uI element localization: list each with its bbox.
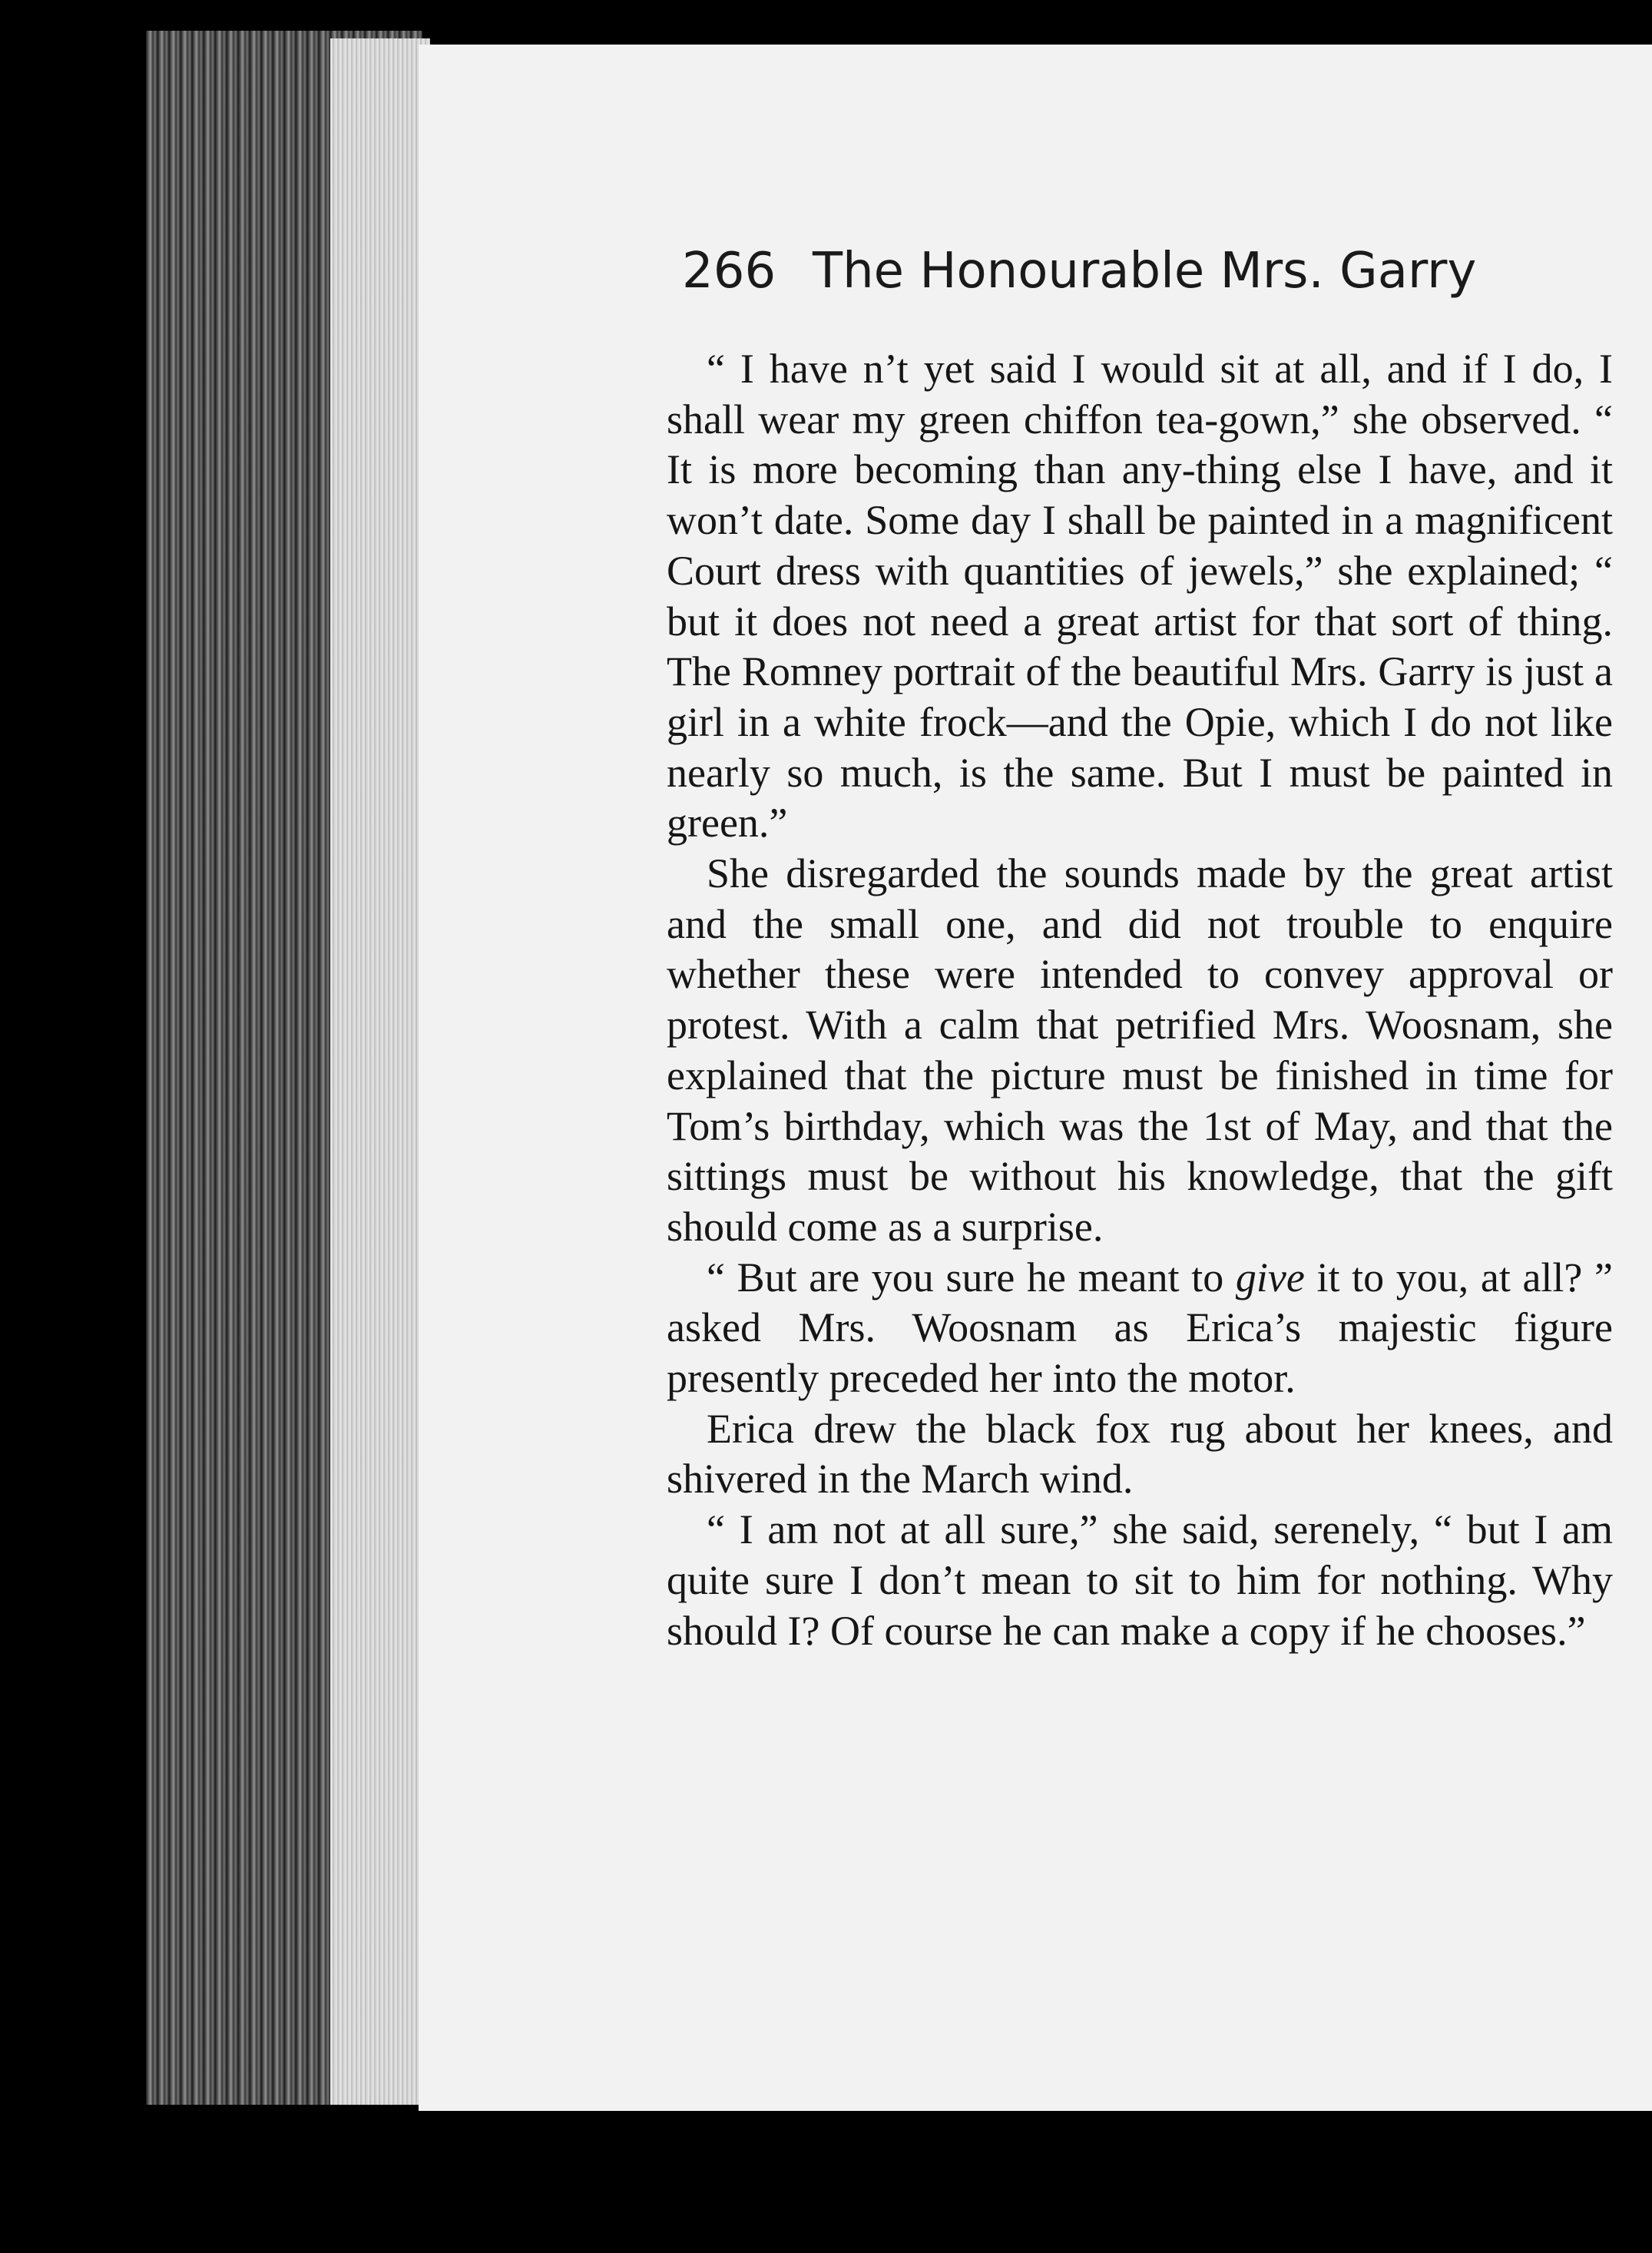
book-title: The Honourable Mrs. Garry [813, 243, 1477, 300]
paragraph [667, 1253, 1613, 1404]
paragraph: “ I am not at all sure,” she said, serenely, “ but I am quite sure I don’t mean to sit to him for nothing. Why should I? Of course he can make a copy if he chooses.” [667, 1506, 1613, 1654]
paragraph: “ I have n’t yet said I would sit at all, and if I do, I shall wear my green chiffon tea-gown,” she observed. “ It is more becoming than any-thing else I have, and it won’t date. Some day I shall be painted in a magnificent Court dress with quantities of jewels,” she explained; “ but it does not need a great artist for that sort of thing. The Romney portrait of the beautiful Mrs. Garry is just a girl in a white frock—and the Opie, which I do not like nearly so much, is the same. But I must be painted in green.” [667, 346, 1613, 847]
page-number: 266 [682, 243, 776, 300]
paragraph-text: “ But are you sure he meant to [707, 1254, 1236, 1300]
running-head [682, 229, 1481, 313]
body-text [667, 344, 1613, 1656]
book-page-edges-highlight [330, 38, 430, 2105]
paragraph-text: it to you, at all? ” asked Mrs. Woosnam as Erica’s majestic figure presently preceded her into the motor. [667, 1254, 1613, 1402]
paragraph: She disregarded the sounds made by the great artist and the small one, and did not trouble to enquire whether these were intended to convey approval or protest. With a calm that petrified Mrs. Woosnam, she explained that the picture must be finished in time for Tom’s birthday, which was the 1st of May, and that the sittings must be without his knowledge, that the gift should come as a surprise. [667, 850, 1613, 1250]
italic-word: give [1235, 1254, 1305, 1300]
paragraph: Erica drew the black fox rug about her knees, and shivered in the March wind. [667, 1405, 1613, 1503]
